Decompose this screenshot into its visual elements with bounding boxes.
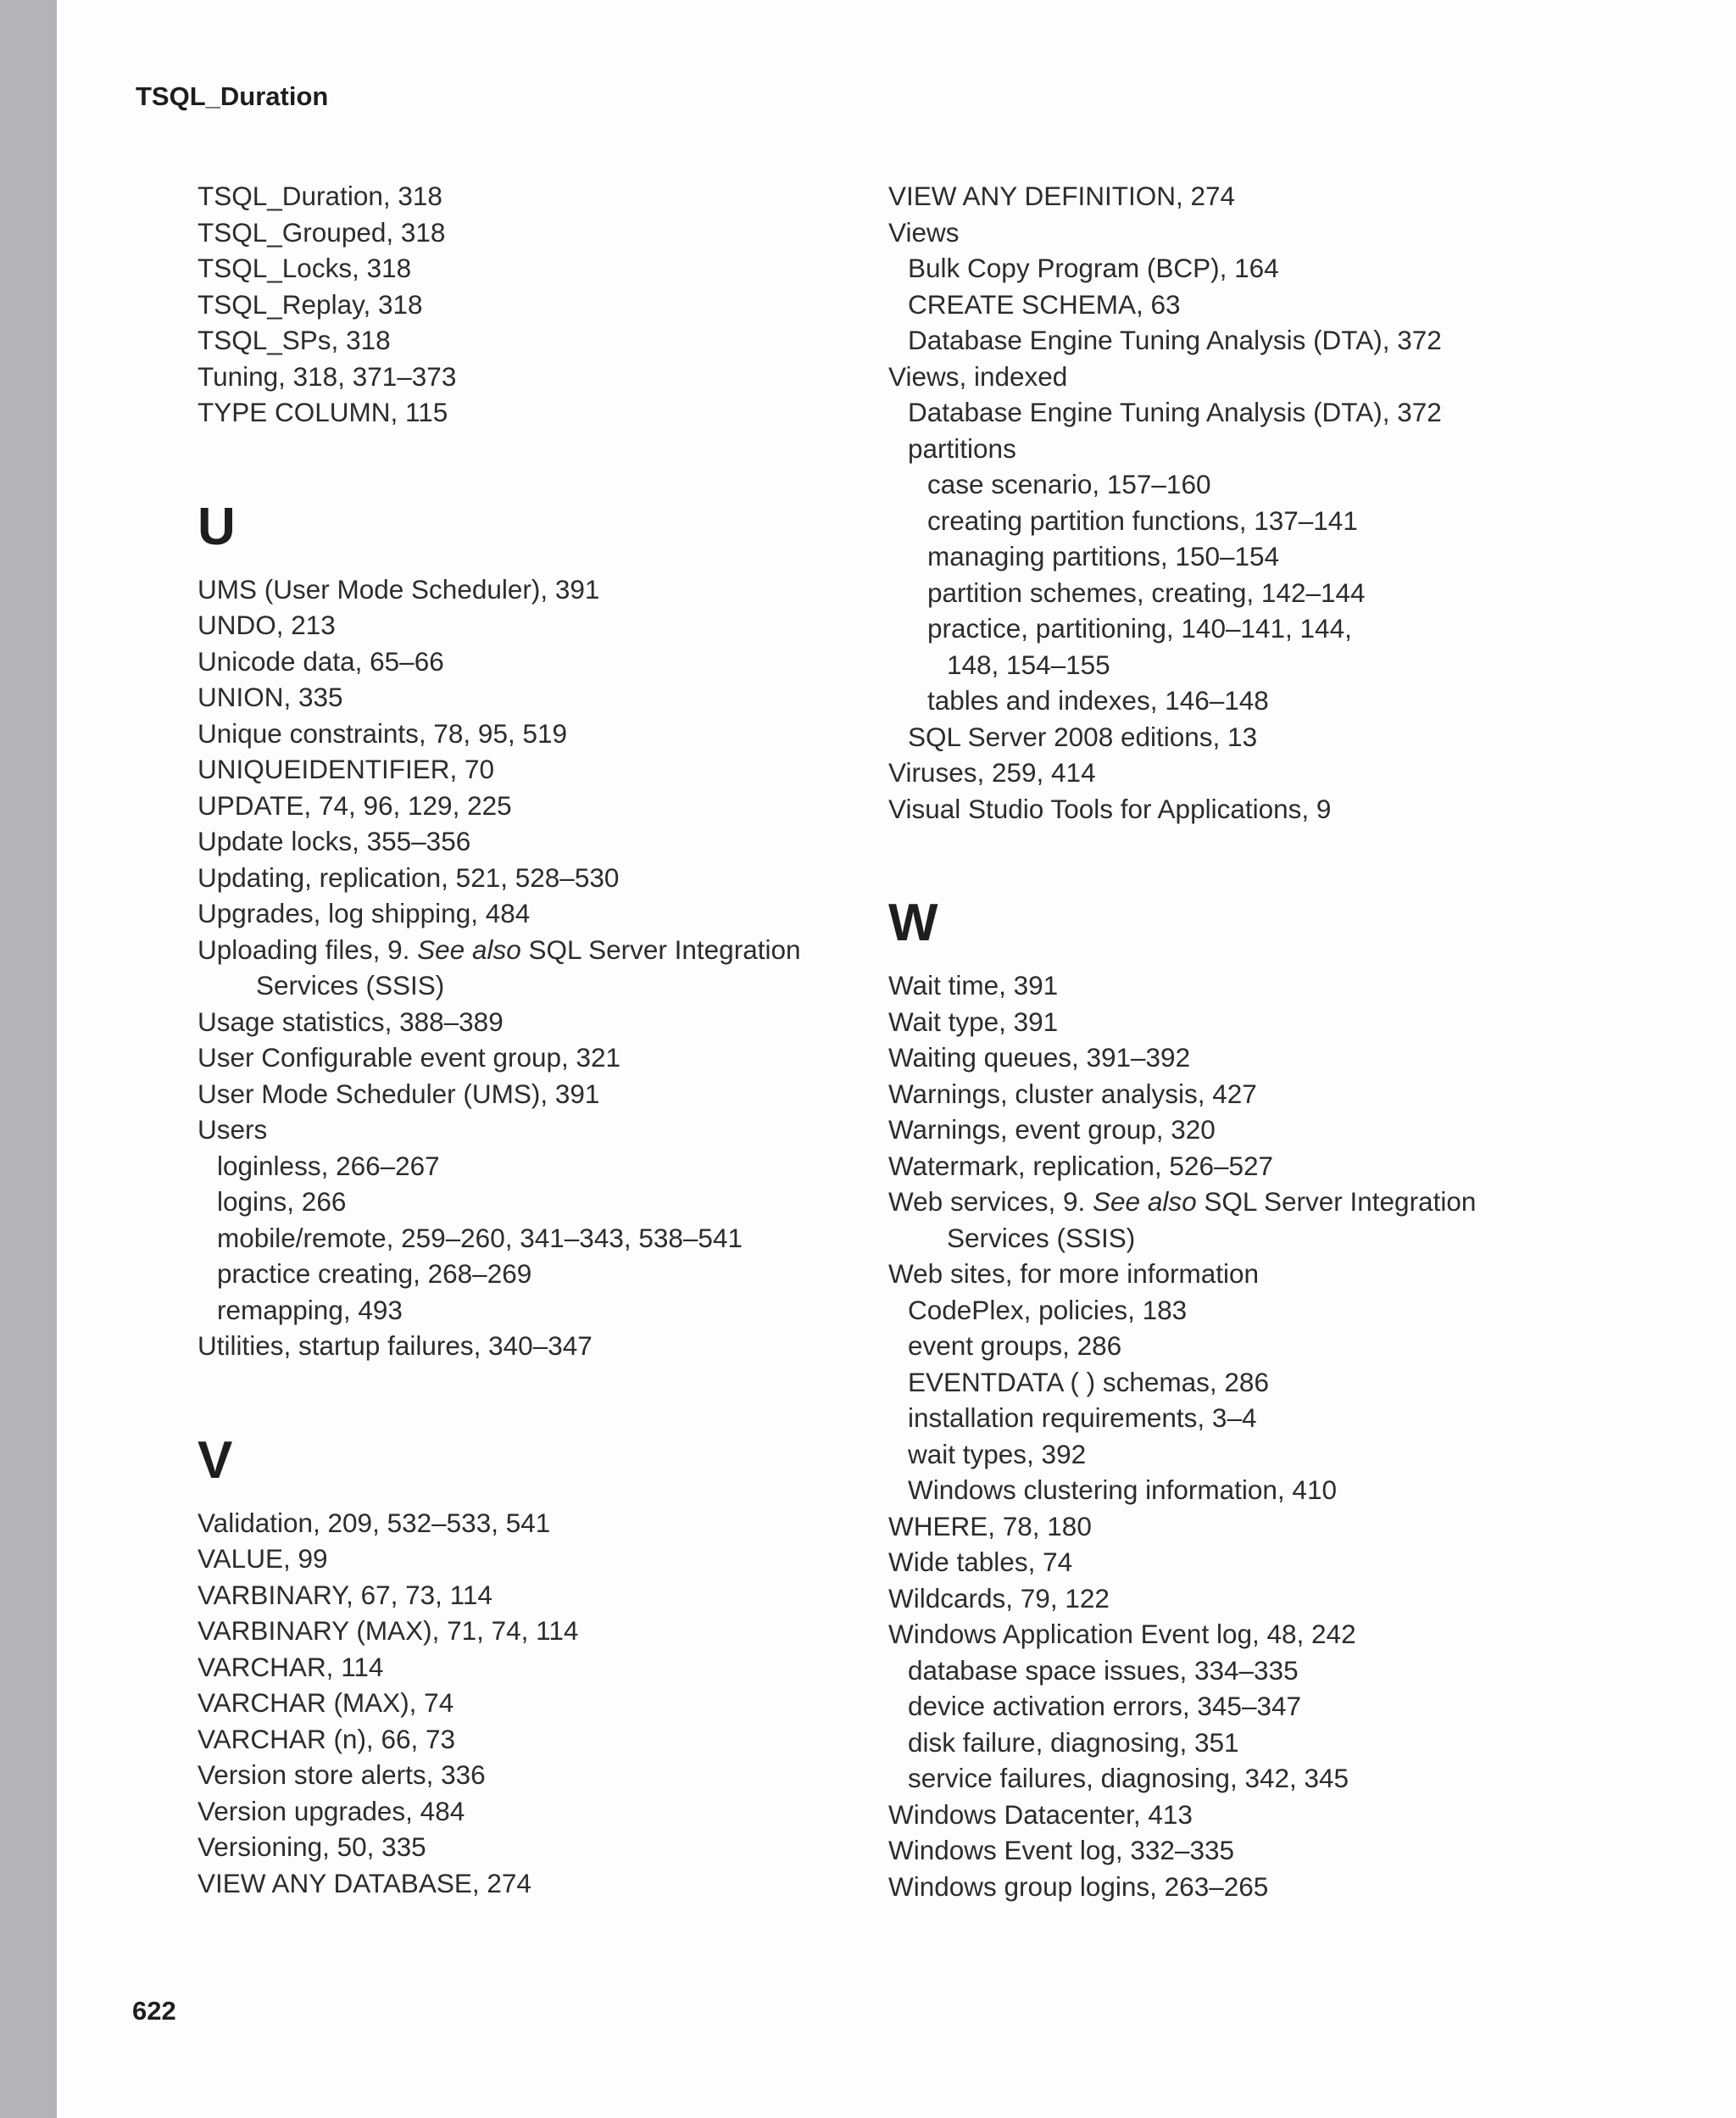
index-entry: TSQL_Locks, 318 bbox=[198, 253, 412, 283]
index-entry: Versioning, 50, 335 bbox=[198, 1831, 426, 1862]
index-entry: Watermark, replication, 526–527 bbox=[888, 1150, 1274, 1181]
index-subsubentry: partition schemes, creating, 142–144 bbox=[927, 577, 1366, 608]
index-entry: Windows Event log, 332–335 bbox=[888, 1835, 1235, 1865]
index-subentry: Windows clustering information, 410 bbox=[908, 1474, 1337, 1505]
section-letter-u: U bbox=[198, 497, 236, 556]
index-entry: Wait type, 391 bbox=[888, 1006, 1059, 1037]
index-entry: UNIQUEIDENTIFIER, 70 bbox=[198, 754, 495, 784]
index-entry-web-services bbox=[888, 1184, 1566, 1220]
index-entry: Update locks, 355–356 bbox=[198, 826, 471, 856]
index-entry: Wait time, 391 bbox=[888, 970, 1059, 1000]
index-subentry: service failures, diagnosing, 342, 345 bbox=[908, 1763, 1349, 1793]
index-entry: Warnings, event group, 320 bbox=[888, 1114, 1216, 1145]
index-subentry: Bulk Copy Program (BCP), 164 bbox=[908, 253, 1279, 283]
index-subentry: practice creating, 268–269 bbox=[217, 1258, 532, 1289]
index-entry: VALUE, 99 bbox=[198, 1543, 328, 1574]
index-entry: Upgrades, log shipping, 484 bbox=[198, 898, 531, 928]
index-entry: Users bbox=[198, 1114, 268, 1145]
index-subentry: database space issues, 334–335 bbox=[908, 1654, 1299, 1686]
index-entry: Updating, replication, 521, 528–530 bbox=[198, 861, 620, 893]
index-subentry: event groups, 286 bbox=[908, 1330, 1122, 1361]
index-entry: VARCHAR, 114 bbox=[198, 1651, 384, 1682]
see-also-label: See also bbox=[1093, 1186, 1197, 1217]
index-subentry: EVENTDATA ( ) schemas, 286 bbox=[908, 1366, 1269, 1397]
see-also-label: See also bbox=[417, 934, 521, 965]
index-subentry: CREATE SCHEMA, 63 bbox=[908, 288, 1181, 320]
index-entry: Usage statistics, 388–389 bbox=[198, 1006, 504, 1037]
index-subentry: loginless, 266–267 bbox=[217, 1150, 440, 1181]
index-entry: Views, indexed bbox=[888, 360, 1068, 392]
index-entry: Viruses, 259, 414 bbox=[888, 757, 1096, 788]
index-entry: WHERE, 78, 180 bbox=[888, 1510, 1092, 1541]
index-entry: UNDO, 213 bbox=[198, 610, 336, 640]
index-subentry: remapping, 493 bbox=[217, 1294, 403, 1325]
index-entry: Waiting queues, 391–392 bbox=[888, 1042, 1191, 1073]
index-entry-continuation: Services (SSIS) bbox=[256, 970, 445, 1000]
section-letter-v: V bbox=[198, 1430, 233, 1490]
index-subentry: SQL Server 2008 editions, 13 bbox=[908, 721, 1258, 752]
running-head: TSQL_Duration bbox=[136, 81, 329, 111]
index-subentry: Database Engine Tuning Analysis (DTA), 372 bbox=[908, 325, 1442, 355]
index-entry: VARBINARY (MAX), 71, 74, 114 bbox=[198, 1615, 579, 1646]
index-entry-continuation: Services (SSIS) bbox=[947, 1222, 1136, 1253]
index-subentry: device activation errors, 345–347 bbox=[908, 1691, 1302, 1721]
index-entry: VARBINARY, 67, 73, 114 bbox=[198, 1579, 492, 1610]
page-margin-bar bbox=[0, 0, 57, 2118]
index-entry: Validation, 209, 532–533, 541 bbox=[198, 1507, 551, 1538]
index-subsubentry: creating partition functions, 137–141 bbox=[927, 504, 1358, 536]
index-entry: VIEW ANY DEFINITION, 274 bbox=[888, 181, 1236, 211]
index-entry: Warnings, cluster analysis, 427 bbox=[888, 1078, 1257, 1109]
index-entry: TSQL_Replay, 318 bbox=[198, 288, 423, 320]
index-subentry: wait types, 392 bbox=[908, 1438, 1087, 1469]
entry-text: Web services, 9. bbox=[888, 1186, 1093, 1217]
index-entry: Version store alerts, 336 bbox=[198, 1759, 486, 1790]
entry-text: Uploading files, 9. bbox=[198, 934, 418, 965]
index-entry: Windows group logins, 263–265 bbox=[888, 1870, 1269, 1902]
index-entry: User Configurable event group, 321 bbox=[198, 1042, 621, 1073]
section-letter-w: W bbox=[888, 894, 938, 952]
index-subentry: mobile/remote, 259–260, 341–343, 538–541 bbox=[217, 1222, 743, 1253]
index-subsubentry: managing partitions, 150–154 bbox=[927, 541, 1280, 571]
index-subentry: logins, 266 bbox=[217, 1186, 347, 1217]
entry-text: SQL Server Integration bbox=[1196, 1186, 1477, 1217]
index-entry: VARCHAR (MAX), 74 bbox=[198, 1687, 454, 1718]
index-entry: Visual Studio Tools for Applications, 9 bbox=[888, 793, 1332, 824]
index-entry: Utilities, startup failures, 340–347 bbox=[198, 1330, 593, 1361]
index-entry: Windows Application Event log, 48, 242 bbox=[888, 1619, 1356, 1649]
index-entry: UNION, 335 bbox=[198, 682, 343, 712]
index-entry: User Mode Scheduler (UMS), 391 bbox=[198, 1078, 600, 1109]
index-column-left bbox=[198, 178, 876, 1901]
index-subentry: CodePlex, policies, 183 bbox=[908, 1294, 1188, 1325]
index-entry: Windows Datacenter, 413 bbox=[888, 1798, 1193, 1830]
index-subsubentry: practice, partitioning, 140–141, 144, bbox=[927, 613, 1352, 644]
index-entry: TYPE COLUMN, 115 bbox=[198, 397, 448, 427]
index-subentry: disk failure, diagnosing, 351 bbox=[908, 1726, 1239, 1758]
index-subentry: installation requirements, 3–4 bbox=[908, 1402, 1257, 1433]
index-entry: Wide tables, 74 bbox=[888, 1547, 1073, 1577]
entry-text: SQL Server Integration bbox=[520, 934, 801, 965]
index-entry: Views bbox=[888, 216, 960, 248]
index-entry: TSQL_Duration, 318 bbox=[198, 181, 442, 211]
index-entry: Unicode data, 65–66 bbox=[198, 645, 444, 677]
index-entry: UMS (User Mode Scheduler), 391 bbox=[198, 573, 600, 605]
index-entry: Tuning, 318, 371–373 bbox=[198, 360, 457, 392]
index-entry: Web sites, for more information bbox=[888, 1258, 1260, 1289]
index-entry: Version upgrades, 484 bbox=[198, 1795, 465, 1826]
page-number: 622 bbox=[132, 1996, 176, 2026]
index-subsubentry: tables and indexes, 146–148 bbox=[927, 685, 1269, 716]
index-entry: Wildcards, 79, 122 bbox=[888, 1582, 1110, 1614]
index-entry: TSQL_Grouped, 318 bbox=[198, 216, 446, 248]
index-entry: TSQL_SPs, 318 bbox=[198, 325, 391, 355]
index-column-right bbox=[888, 178, 1566, 1904]
index-entry-uploading-files bbox=[198, 932, 876, 968]
index-entry: Unique constraints, 78, 95, 519 bbox=[198, 717, 568, 749]
index-entry: VARCHAR (n), 66, 73 bbox=[198, 1723, 456, 1754]
index-subentry: partitions bbox=[908, 432, 1016, 464]
index-entry-continuation: 148, 154–155 bbox=[947, 649, 1110, 680]
index-entry: VIEW ANY DATABASE, 274 bbox=[198, 1867, 531, 1898]
index-entry: UPDATE, 74, 96, 129, 225 bbox=[198, 789, 512, 821]
index-subentry: Database Engine Tuning Analysis (DTA), 372 bbox=[908, 397, 1442, 427]
index-subsubentry: case scenario, 157–160 bbox=[927, 469, 1211, 499]
